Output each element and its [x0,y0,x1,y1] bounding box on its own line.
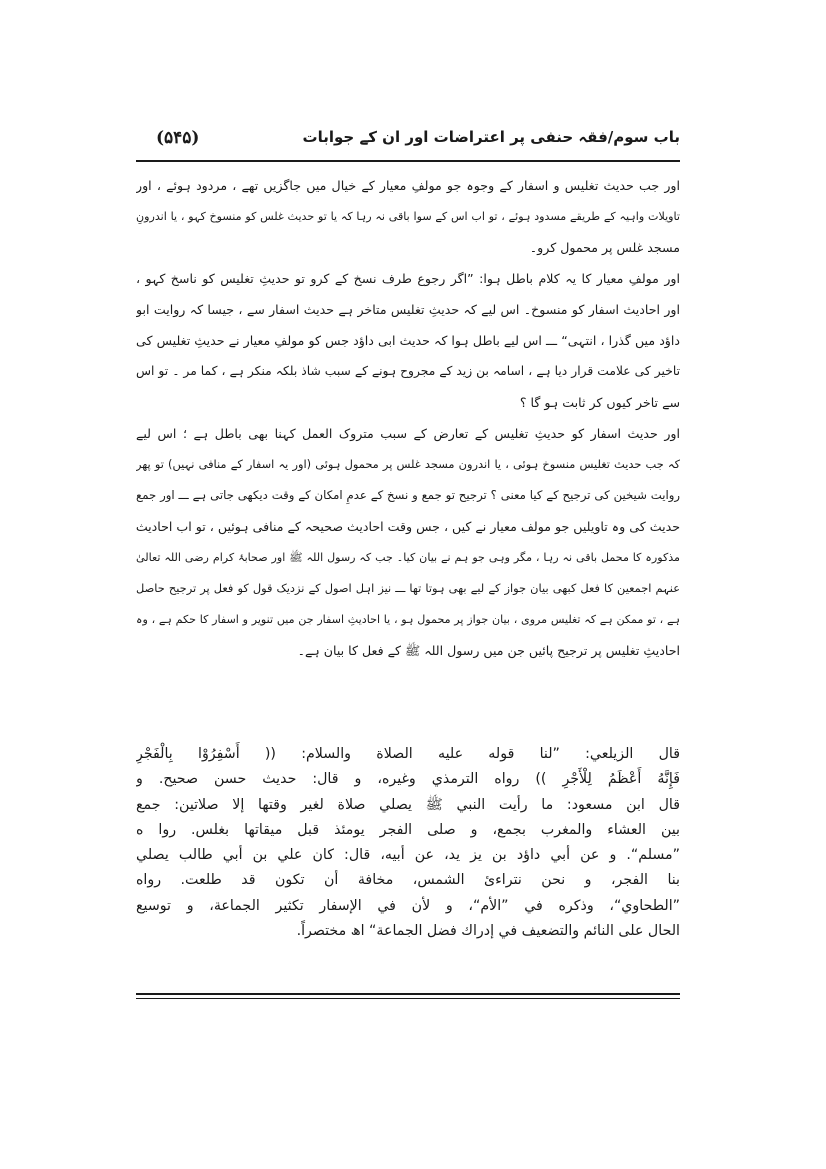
arabic-line: ”الطحاوي“، وذكره في ”الأم“، و لأن في الإسفار تكثير الجماعة، و توسيع [136,897,680,914]
text-line: کہ جب حدیث تغلیس منسوخ ہوئی ، یا اندرون مسجد غلس پر محمول ہوئی (اور یہ اسفار کے منافی نہیں) تو پھر [136,457,680,471]
text-line: اور مولفِ معیار کا یہ کلام باطل ہوا: ”اگر رجوع طرف نسخ کے کرو تو حدیثِ تغلیس کو ناسخ کہو ، [136,271,680,286]
chapter-title: باب سوم/فقہ حنفی پر اعتراضات اور ان کے جوابات [302,128,680,146]
text-line: ہے ، تو ممکن ہے کہ تغلیس مروی ، بیان جواز پر محمول ہو ، یا احادیثِ اسفار جن میں تنویر و اسفار کا حکم ہے ، وہ [136,613,680,626]
arabic-line: قال ابن مسعود: ما رأيت النبي ﷺ يصلي صلاة لغير وقتها إلا صلاتين: جمع [136,796,680,813]
text-line: سے تاخر کیوں کر ثابت ہو گا ؟ [519,395,680,410]
text-line: اور حدیث اسفار کو حدیثِ تغلیس کے تعارض کے سبب متروک العمل کہنا بھی باطل ہے ؛ اس لیے [136,426,680,441]
page-number: (۵۴۵) [156,128,200,148]
footer-rule-bottom [136,998,680,999]
urdu-paragraph [136,418,680,666]
header-rule [136,160,680,162]
urdu-paragraph [136,263,680,418]
arabic-line: قال الزيلعي: ”لنا قوله عليه الصلاة والسلام: (( أَسْفِرُوْا بِالْفَجْرِ [136,746,680,762]
text-line: مسجد غلس پر محمول کرو۔ [529,240,680,255]
arabic-line: بنا الفجر، و نحن نتراءئ الشمس، مخافة أن تكون قد طلعت. رواه [136,872,680,889]
text-line: تاخیر کی علامت قرار دیا ہے ، اسامہ بن زید کے مجروح ہونے کے سبب شاذ بلکہ منکر ہے ، کما مر ۔ تو اس [136,364,680,378]
text-line: اور احادیث اسفار کو منسوخ۔ اس لیے کہ حدیثِ تغلیس متاخر ہے حدیث اسفار سے ، جیسا کہ روایت ابو [136,302,680,317]
arabic-line: الحال على النائم والتضعيف في إدراك فضل الجماعة“ اھ مختصراً. [296,923,680,940]
text-line: عنہم اجمعین کا فعل کبھی بیان جواز کے لیے بھی ہوتا تھا ـــ نیز اہل اصول کے نزدیک قول کو فعل پر ترجیح حاصل [136,581,680,595]
text-line: اور جب حدیث تغلیس و اسفار کے وجوہ جو مولفِ معیار کے خیال میں جاگزیں تھے ، مردود ہوئے ، اور [136,178,680,193]
urdu-paragraph [136,170,680,263]
urdu-text-body [136,170,680,666]
text-line: داؤد میں گذرا ، انتہی“ ـــ اس لیے باطل ہوا کہ حدیث ابی داؤد جس کو مولفِ معیار نے حدیثِ تغلیس کی [136,333,680,348]
arabic-line: بين العشاء والمغرب بجمع، و صلى الفجر يومئذ قبل ميقاتها بغلس. روا ه [136,821,680,838]
text-line: حدیث کی وہ تاویلیں جو مولف معیار نے کیں ، جس وقت احادیث صحیحہ کے منافی ہوئیں ، تو اب احادیث [136,519,680,534]
arabic-line: ”مسلم“. و عن أبي داؤد بن يز يد، عن أبيه، قال: كان علي بن أبي طالب يصلي [136,847,680,864]
text-line: مذکورہ کا محمل باقی نہ رہا ، مگر وہی جو ہم نے بیان کیا۔ جب کہ رسول اللہ ﷺ اور صحابۂ کرام رضی اللہ تعالیٰ [136,551,680,564]
footer-rule-top [136,993,680,995]
arabic-quote [136,742,680,944]
page-header [136,128,680,158]
text-line: احادیثِ تغلیس پر ترجیح پائیں جن میں رسول اللہ ﷺ کے فعل کا بیان ہے۔ [297,643,680,658]
text-line: تاویلات واہیہ کے طریقے مسدود ہوئے ، تو اب اس کے سوا باقی نہ رہا کہ یا تو حدیث غلس کو منسوخ کہو ، یا اندرونِ [136,210,680,223]
text-line: روایت شیخین کی ترجیح کے کیا معنی ؟ ترجیح تو جمع و نسخ کے عدمِ امکان کے وقت دیکھی جاتی ہے ـــ اور جمع [136,488,680,502]
arabic-line: فَإِنَّهُ أَعْظَمُ لِلْأَجْرِ )) رواه الترمذي وغيره، و قال: حديث حسن صحيح. و [136,771,680,788]
